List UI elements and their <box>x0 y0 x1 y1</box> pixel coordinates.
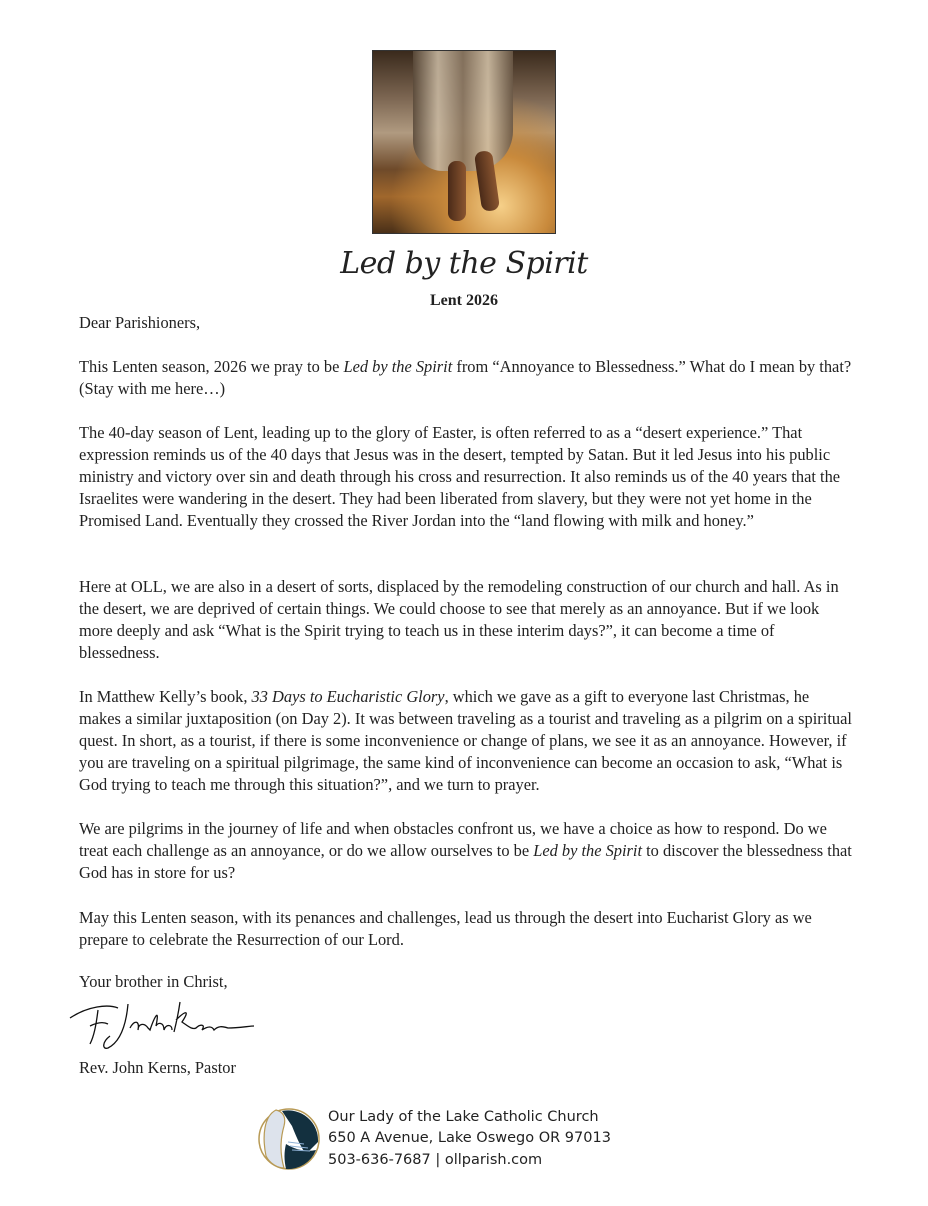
closing: Your brother in Christ, <box>79 972 228 991</box>
text-segment: In Matthew Kelly’s book, <box>79 687 252 706</box>
signer-name: Rev. John Kerns, Pastor <box>79 1058 236 1077</box>
greeting: Dear Parishioners, <box>79 313 201 332</box>
text-segment: This Lenten season, 2026 we pray to be <box>79 357 344 376</box>
footer <box>256 1106 611 1172</box>
parish-contact[interactable]: 503-636-7687 | ollparish.com <box>328 1151 543 1168</box>
text-segment: We are pilgrims in the journey of life and when obstacles confront us, we have a choice as how to respond. Do we treat each challenge as an annoyance, or do we allow ourselves to be <box>79 819 827 860</box>
parish-name: Our Lady of the Lake Catholic Church <box>328 1108 599 1125</box>
text-segment: Here at OLL, we are also in a desert of sorts, displaced by the remodeling construction of our church and hall. As in the desert, we are deprived of certain things. We could choose to see that merely as an annoyance. But if we look more deeply and ask “What is the Spirit trying to teach us in these interim days?”, it can become a time of blessedness. <box>79 577 839 662</box>
signature <box>68 996 258 1052</box>
text-segment: May this Lenten season, with its penances and challenges, lead us through the desert into Eucharist Glory as we prepare to celebrate the Resurrection of our Lord. <box>79 908 812 949</box>
letter-title: Led by the Spirit <box>340 246 588 281</box>
italic-title: Led by the Spirit <box>343 357 453 376</box>
letter-subtitle: Lent 2026 <box>430 292 498 309</box>
paragraph-3 <box>79 576 854 664</box>
paragraph-5 <box>79 818 854 884</box>
text-segment: to discover the blessedness that God has in store for us? <box>79 841 852 882</box>
paragraph-4 <box>79 686 854 796</box>
paragraph-6 <box>79 907 854 951</box>
italic-title: 33 Days to Eucharistic Glory <box>251 687 445 706</box>
parish-logo-icon <box>256 1106 320 1172</box>
text-segment: from “Annoyance to Blessedness.” What do I mean by that? (Stay with me here…) <box>79 357 852 398</box>
hero-image <box>372 50 556 234</box>
paragraph-1 <box>79 356 854 400</box>
text-segment: , which we gave as a gift to everyone last Christmas, he makes a similar juxtaposition (on Day 2). It was between traveling as a tourist and traveling as a pilgrim on a spiritual quest. In short, as a tourist, if there is some inconvenience or change of plans, we see it as an annoyance. However, if you are traveling on a spiritual pilgrimage, the same kind of inconvenience can become an occasion to ask, “What is God trying to teach me through this situation?”, and we turn to prayer. <box>79 687 852 794</box>
parish-address: 650 A Avenue, Lake Oswego OR 97013 <box>328 1130 611 1147</box>
paragraph-2 <box>79 422 854 532</box>
italic-title: Led by the Spirit <box>533 841 643 860</box>
text-segment: The 40-day season of Lent, leading up to the glory of Easter, is often referred to as a “desert experience.” That expression reminds us of the 40 days that Jesus was in the desert, tempted by Satan. But it led Jesus into his public ministry and victory over sin and death through his cross and resurrection. It also reminds us of the 40 years that the Israelites were wandering in the desert. They had been liberated from slavery, but they were not yet home in the Promised Land. Eventually they crossed the River Jordan into the “land flowing with milk and honey.” <box>79 423 841 530</box>
